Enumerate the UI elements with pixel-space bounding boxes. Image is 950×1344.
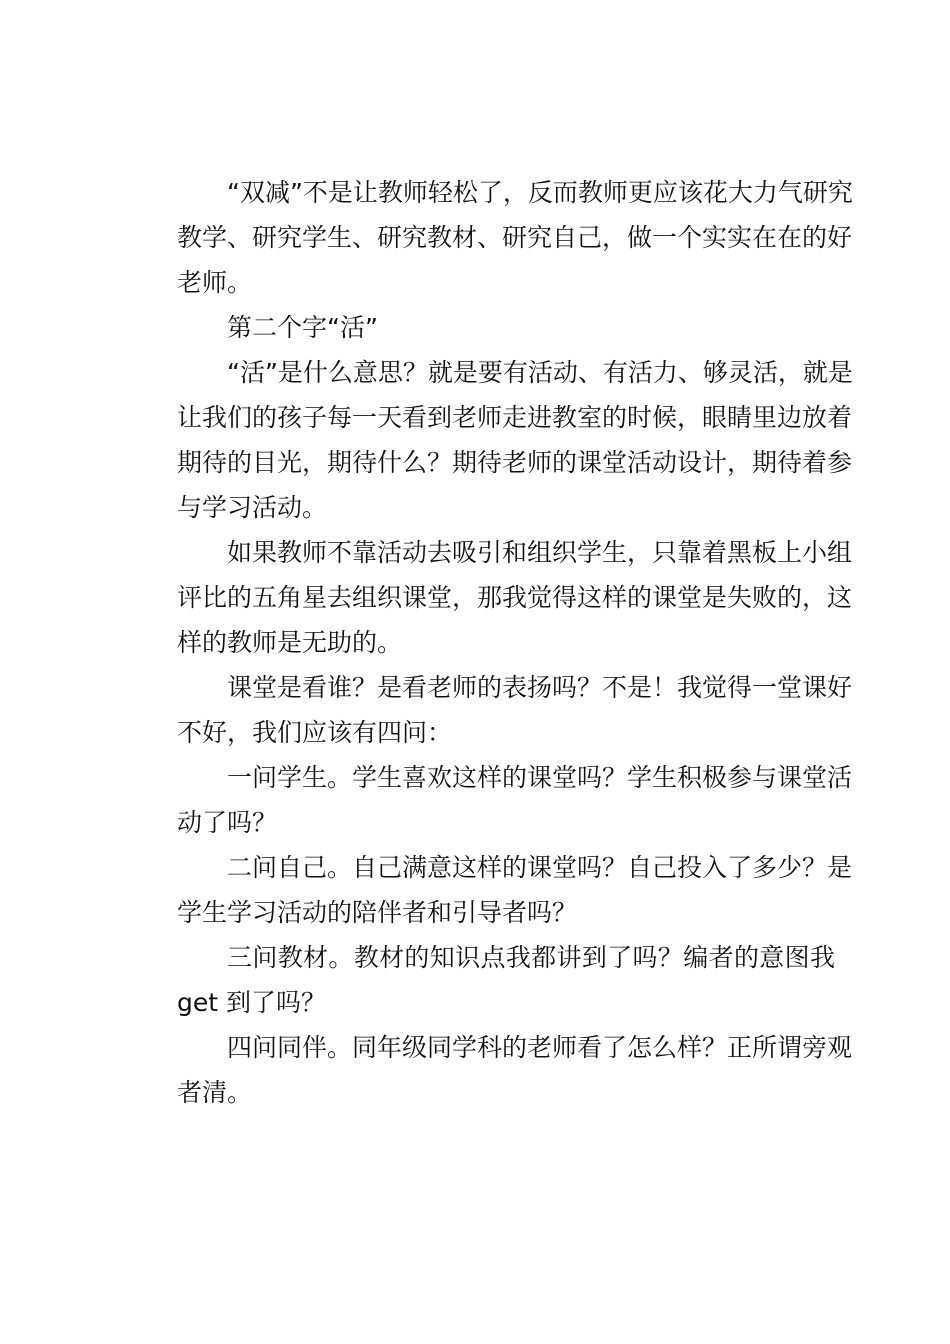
text-line: 三问教材。教材的知识点我都讲到了吗？编者的意图我 xyxy=(227,943,835,972)
text-line: 教学、研究学生、研究教材、研究自己，做一个实实在在的好 xyxy=(177,223,853,252)
paragraph-four-questions xyxy=(127,665,853,755)
text-line: 如果教师不靠活动去吸引和组织学生，只靠着黑板上小组 xyxy=(227,538,853,567)
text-line: 四问同伴。同年级同学科的老师看了怎么样？正所谓旁观 xyxy=(227,1033,853,1062)
document-body xyxy=(127,170,853,1115)
text-line: 者清。 xyxy=(177,1078,253,1107)
text-line: 评比的五角星去组织课堂，那我觉得这样的课堂是失败的，这 xyxy=(177,583,853,612)
text-line: 第二个字“活” xyxy=(227,313,378,342)
paragraph-shuangjian xyxy=(127,170,853,305)
text-line: 期待的目光，期待什么？期待老师的课堂活动设计，期待着参 xyxy=(177,448,853,477)
text-line: 学生学习活动的陪伴者和引导者吗？ xyxy=(177,898,578,927)
text-line: “活”是什么意思？就是要有活动、有活力、够灵活，就是 xyxy=(227,358,853,387)
text-line: “双减”不是让教师轻松了，反而教师更应该花大力气研究 xyxy=(227,178,853,207)
text-line: 课堂是看谁？是看老师的表扬吗？不是！我觉得一堂课好 xyxy=(227,673,853,702)
text-line: 二问自己。自己满意这样的课堂吗？自己投入了多少？是 xyxy=(227,853,853,882)
paragraph-question-textbook xyxy=(127,935,835,1025)
paragraph-activity xyxy=(127,530,853,665)
text-line: 让我们的孩子每一天看到老师走进教室的时候，眼睛里边放着 xyxy=(177,403,853,432)
text-line: 不好，我们应该有四问： xyxy=(177,718,453,747)
paragraph-question-students xyxy=(127,755,853,845)
text-line: 样的教师是无助的。 xyxy=(177,628,403,657)
paragraph-huo-meaning xyxy=(127,350,853,530)
text-line: 老师。 xyxy=(177,268,253,297)
text-line: get 到了吗？ xyxy=(177,988,326,1017)
section-heading-huo xyxy=(127,305,835,350)
text-line: 动了吗？ xyxy=(177,808,278,837)
text-line: 与学习活动。 xyxy=(177,493,328,522)
paragraph-question-peers xyxy=(127,1025,853,1115)
paragraph-question-self xyxy=(127,845,853,935)
text-line: 一问学生。学生喜欢这样的课堂吗？学生积极参与课堂活 xyxy=(227,763,853,792)
